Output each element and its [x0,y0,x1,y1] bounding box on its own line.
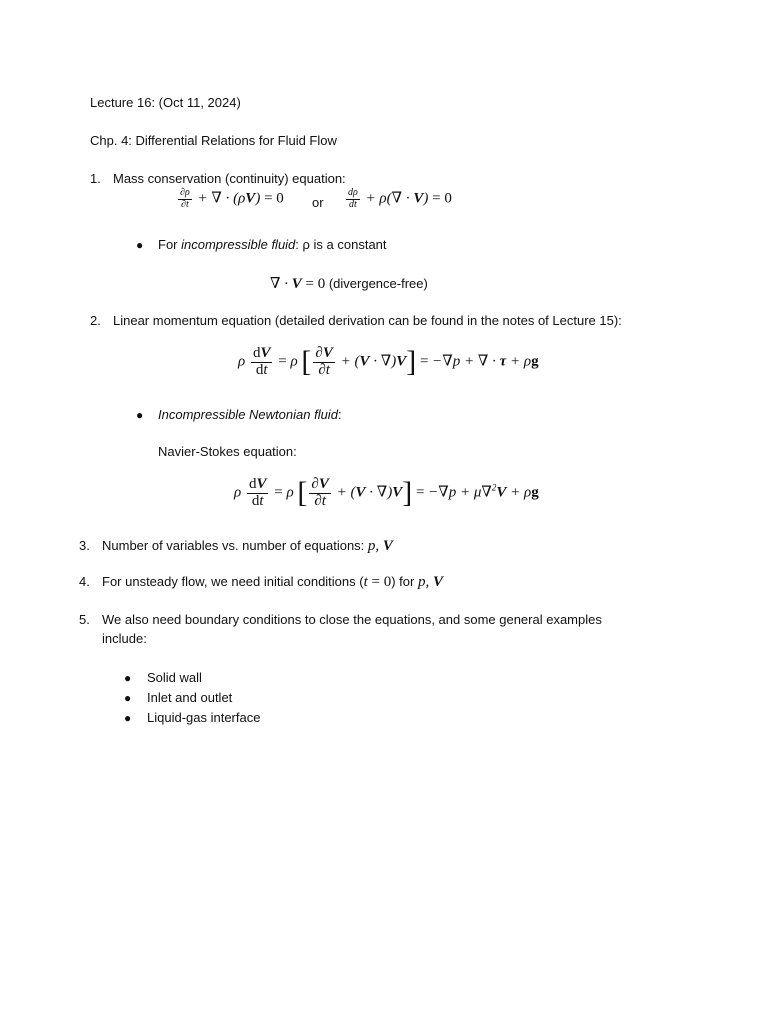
item-5-line-1: We also need boundary conditions to close the equations, and some general examples [102,612,602,627]
item-3-text: Number of variables vs. number of equations: p, V [102,538,393,554]
item-2-bullet-text: Incompressible Newtonian fluid: [158,407,342,422]
example-item: Liquid-gas interface [147,710,261,725]
item-4-text: For unsteady flow, we need initial conditions (t = 0) for p, V [102,574,443,590]
chapter-title: Chp. 4: Differential Relations for Fluid Flow [90,133,337,148]
item-5-number: 5. [79,612,90,627]
lecture-title: Lecture 16: (Oct 11, 2024) [90,95,241,110]
navier-stokes-label: Navier-Stokes equation: [158,444,297,459]
bullet-icon: ● [124,711,132,725]
item-1-bullet-text: For incompressible fluid: ρ is a constant [158,237,387,252]
example-item: Solid wall [147,670,202,685]
item-2-number: 2. [90,313,101,328]
bullet-icon: ● [136,408,144,422]
item-5-line-2: include: [102,631,147,646]
momentum-equation: ρ $\frac{dV}{dt}$ = ρ [ $\frac{\partial V}{\partial t}$ + (V · ∇)V] = −∇p + ∇ · τ + ρg [238,345,539,379]
item-2-text: Linear momentum equation (detailed derivation can be found in the notes of Lecture 15): [113,313,622,328]
bullet-icon: ● [124,671,132,685]
navier-stokes-equation: ρ $\frac{dV}{dt}$ = ρ [ $\frac{\partial V}{\partial t}$ + (V · ∇)V] = −∇p + μ∇$^2$V + ρg [234,476,539,510]
divergence-free-equation: ∇ · V = 0 (divergence-free) [270,276,428,292]
example-item: Inlet and outlet [147,690,233,705]
bullet-icon: ● [136,238,144,252]
item-4-number: 4. [79,574,90,589]
continuity-equation-2: $\frac{d\rho}{dt}$ + ρ(∇ · V) = 0 [348,187,452,210]
item-1-number: 1. [90,171,101,186]
continuity-equation-1: $\frac{\partial\rho}{\partial t}$ + ∇ · (ρV) = 0 [180,187,284,210]
bullet-icon: ● [124,691,132,705]
or-word: or [312,195,324,210]
item-1-text: Mass conservation (continuity) equation: [113,171,346,186]
item-3-number: 3. [79,538,90,553]
